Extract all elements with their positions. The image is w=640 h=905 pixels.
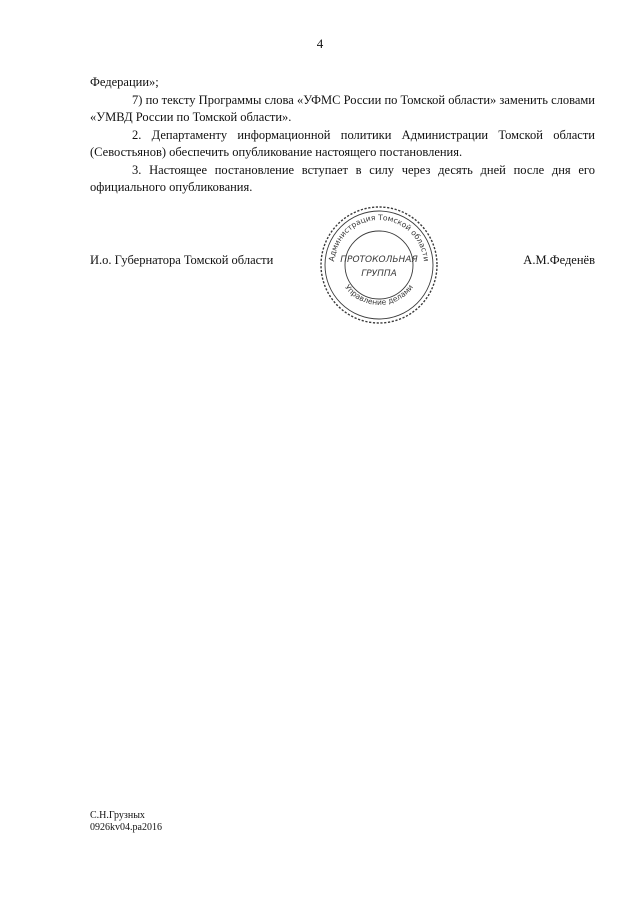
stamp-outer-text-top: Администрация Томской области [327, 212, 431, 262]
official-stamp [318, 204, 440, 326]
executor-name: С.Н.Грузных [90, 810, 145, 821]
stamp-inner-line-1: ПРОТОКОЛЬНАЯ [340, 255, 418, 265]
document-body [90, 74, 595, 197]
signer-name: А.М.Феденёв [523, 253, 595, 267]
paragraph-continuation: Федерации»; [90, 75, 159, 89]
document-footer [90, 810, 162, 834]
page-number: 4 [316, 36, 324, 51]
paragraph-item-7: 7) по тексту Программы слова «УФМС России по Томской области» заменить словами «УМВД России по Томской области». [90, 92, 595, 124]
stamp-seal-icon [318, 204, 440, 326]
paragraph-item-3: 3. Настоящее постановление вступает в силу через десять дней после дня его официального опубликования. [90, 162, 595, 194]
stamp-outer-text-bottom: Управление делами [343, 282, 415, 307]
stamp-inner-line-2: ГРУППА [361, 269, 397, 279]
signer-position: И.о. Губернатора Томской области [90, 253, 274, 267]
file-code: 0926kv04.pa2016 [90, 822, 162, 833]
paragraph-item-2: 2. Департаменту информационной политики Администрации Томской области (Севостьянов) обеспечить опубликование настоящего постановления. [90, 127, 595, 159]
